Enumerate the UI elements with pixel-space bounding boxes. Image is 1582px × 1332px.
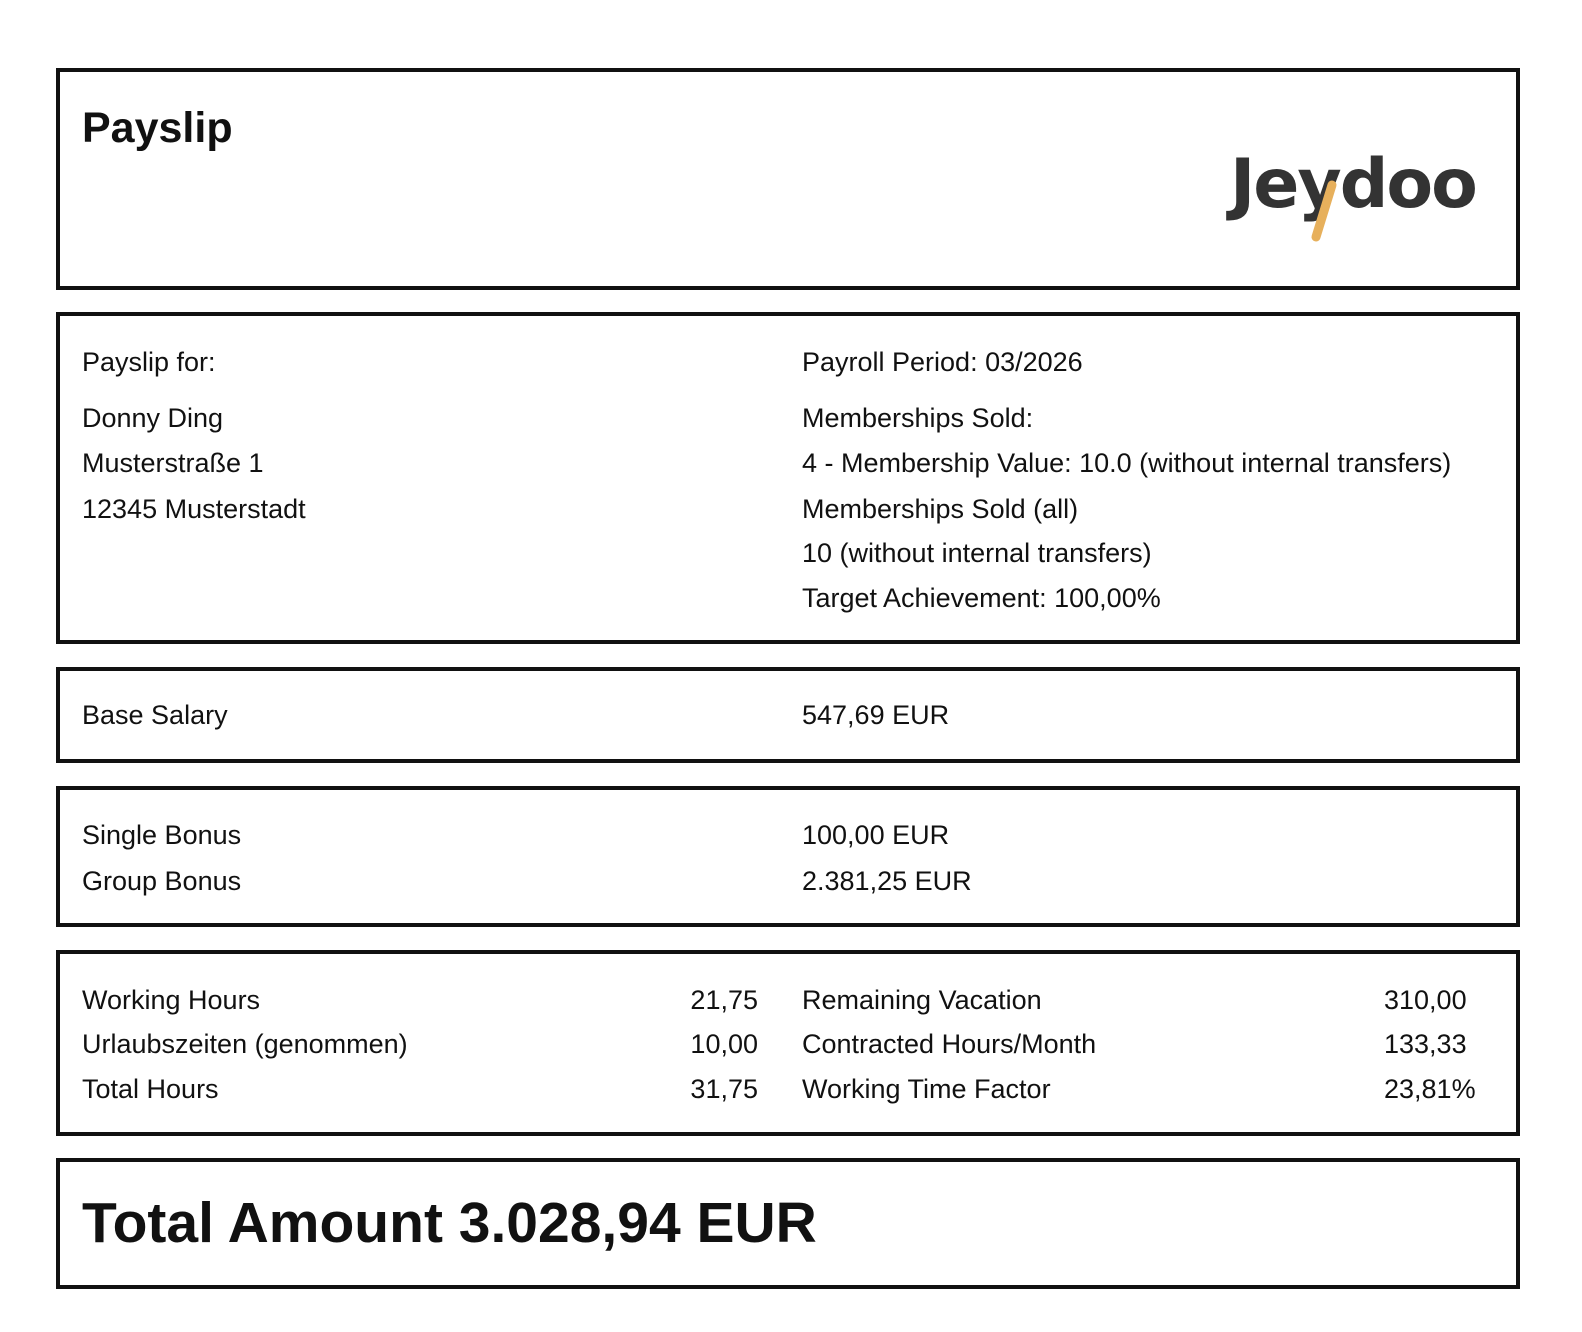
memberships-sold-label: Memberships Sold: bbox=[802, 403, 1034, 433]
remaining-vacation-label: Remaining Vacation bbox=[802, 985, 1042, 1015]
vacation-taken-value: 10,00 bbox=[690, 1029, 758, 1059]
group-bonus-value: 2.381,25 EUR bbox=[802, 866, 972, 896]
remaining-vacation-value: 310,00 bbox=[1384, 985, 1467, 1015]
group-bonus-label: Group Bonus bbox=[82, 866, 242, 896]
payroll-period: Payroll Period: 03/2026 bbox=[802, 347, 1083, 377]
employee-name: Donny Ding bbox=[82, 403, 224, 433]
contracted-hours-value: 133,33 bbox=[1384, 1029, 1467, 1059]
employee-info-section bbox=[56, 312, 1520, 644]
header-section bbox=[56, 68, 1520, 290]
hours-section bbox=[56, 950, 1520, 1136]
working-time-factor-label: Working Time Factor bbox=[802, 1074, 1051, 1104]
total-hours-value: 31,75 bbox=[690, 1074, 758, 1104]
vacation-taken-label: Urlaubszeiten (genommen) bbox=[82, 1029, 408, 1059]
employee-street: Musterstraße 1 bbox=[82, 448, 264, 478]
employee-city: 12345 Musterstadt bbox=[82, 494, 306, 524]
total-amount: Total Amount 3.028,94 EUR bbox=[82, 1191, 817, 1255]
total-section bbox=[56, 1158, 1520, 1289]
working-hours-label: Working Hours bbox=[82, 985, 261, 1015]
jeydoo-logo bbox=[1220, 127, 1480, 247]
memberships-sold-all-label: Memberships Sold (all) bbox=[802, 494, 1079, 524]
payslip-for-label: Payslip for: bbox=[82, 347, 216, 377]
bonus-section bbox=[56, 786, 1520, 927]
base-salary-value: 547,69 EUR bbox=[802, 700, 950, 730]
total-hours-label: Total Hours bbox=[82, 1074, 219, 1104]
memberships-sold-value: 4 - Membership Value: 10.0 (without internal transfers) bbox=[802, 448, 1452, 478]
logo-wordmark: Jeydoo bbox=[1230, 145, 1476, 224]
contracted-hours-label: Contracted Hours/Month bbox=[802, 1029, 1097, 1059]
base-salary-label: Base Salary bbox=[82, 700, 228, 730]
memberships-sold-all-value: 10 (without internal transfers) bbox=[802, 538, 1152, 568]
working-time-factor-value: 23,81% bbox=[1384, 1074, 1476, 1104]
single-bonus-label: Single Bonus bbox=[82, 820, 242, 850]
base-salary-section bbox=[56, 667, 1520, 763]
working-hours-value: 21,75 bbox=[690, 985, 758, 1015]
target-achievement: Target Achievement: 100,00% bbox=[802, 583, 1161, 613]
single-bonus-value: 100,00 EUR bbox=[802, 820, 950, 850]
page-title: Payslip bbox=[82, 104, 233, 152]
